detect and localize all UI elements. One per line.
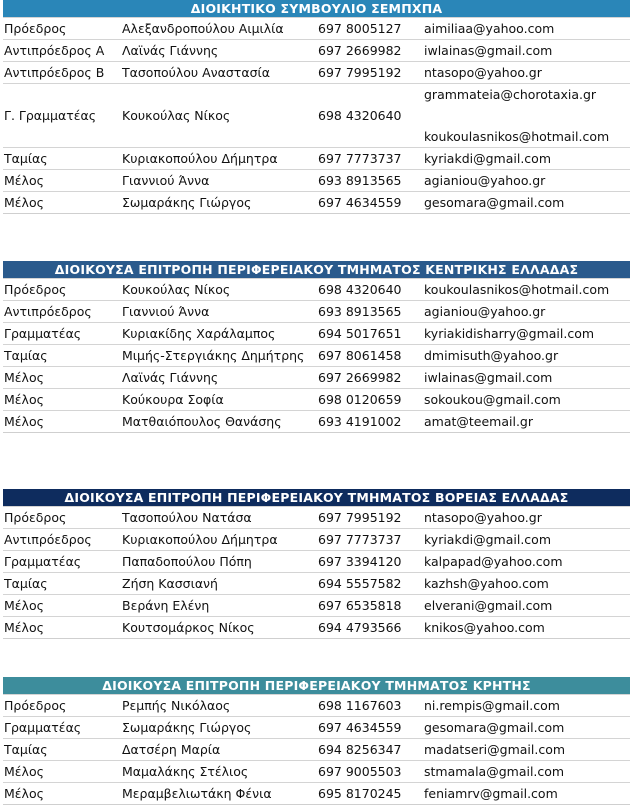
phone-cell: 697 8005127 <box>318 21 402 36</box>
section-title: ΔΙΟΙΚΟΥΣΑ ΕΠΙΤΡΟΠΗ ΠΕΡΙΦΕΡΕΙΑΚΟΥ ΤΜΗΜΑΤΟΣ ΚΡΗΤΗΣ <box>3 677 630 694</box>
email-link[interactable]: elverani@gmail.com <box>424 598 553 613</box>
email-link[interactable]: dmimisuth@yahoo.gr <box>424 348 559 363</box>
email-link[interactable]: koukoulasnikos@hotmail.com <box>424 282 610 297</box>
role-cell: Μέλος <box>4 195 44 210</box>
email-link[interactable]: aimiliaa@yahoo.com <box>424 21 555 36</box>
role-cell: Πρόεδρος <box>4 21 67 36</box>
role-cell: Μέλος <box>4 786 44 801</box>
table-row <box>3 388 630 410</box>
role-cell: Μέλος <box>4 370 44 385</box>
name-cell: Βεράνη Ελένη <box>122 598 210 613</box>
role-cell: Γραμματέας <box>4 326 82 341</box>
table-row <box>3 506 630 528</box>
name-cell: Τασοπούλου Νατάσα <box>122 510 252 525</box>
table-row <box>3 760 630 782</box>
email-link[interactable]: gesomara@gmail.com <box>424 720 565 735</box>
role-cell: Γραμματέας <box>4 720 82 735</box>
table-row <box>3 300 630 322</box>
email-link[interactable]: ntasopo@yahoo.gr <box>424 65 542 80</box>
email-link[interactable]: amat@teemail.gr <box>424 414 534 429</box>
email-link[interactable]: kalpapad@yahoo.com <box>424 554 563 569</box>
email-link[interactable]: gesomara@gmail.com <box>424 195 565 210</box>
email-link[interactable]: feniamrv@gmail.com <box>424 786 558 801</box>
table-row <box>3 344 630 366</box>
name-cell: Μαμαλάκης Στέλιος <box>122 764 249 779</box>
phone-cell: 697 9005503 <box>318 764 402 779</box>
section-title: ΔΙΟΙΚΟΥΣΑ ΕΠΙΤΡΟΠΗ ΠΕΡΙΦΕΡΕΙΑΚΟΥ ΤΜΗΜΑΤΟΣ ΒΟΡΕΙΑΣ ΕΛΛΑΔΑΣ <box>3 489 630 506</box>
email-link[interactable]: agianiou@yahoo.gr <box>424 173 546 188</box>
email-link[interactable]: grammateia@chorotaxia.gr <box>424 87 597 102</box>
phone-cell: 697 4634559 <box>318 720 402 735</box>
email-link[interactable]: agianiou@yahoo.gr <box>424 304 546 319</box>
phone-cell: 697 4634559 <box>318 195 402 210</box>
name-cell: Ματθαιόπουλος Θανάσης <box>122 414 282 429</box>
table-row <box>3 594 630 616</box>
phone-cell: 697 7995192 <box>318 510 402 525</box>
email-link-secondary[interactable]: koukoulasnikos@hotmail.com <box>424 129 610 144</box>
name-cell: Ζήση Κασσιανή <box>122 576 218 591</box>
role-cell: Μέλος <box>4 598 44 613</box>
table-row <box>3 572 630 594</box>
name-cell: Δατσέρη Μαρία <box>122 742 221 757</box>
name-cell: Σωμαράκης Γιώργος <box>122 195 252 210</box>
phone-cell: 697 7773737 <box>318 151 402 166</box>
members-table <box>3 17 630 214</box>
table-row <box>3 528 630 550</box>
name-cell: Σωμαράκης Γιώργος <box>122 720 252 735</box>
table-row <box>3 83 630 147</box>
members-table <box>3 694 630 805</box>
name-cell: Λαϊνάς Γιάννης <box>122 43 219 58</box>
section-central-greece <box>3 261 630 433</box>
email-link[interactable]: iwlainas@gmail.com <box>424 43 553 58</box>
role-cell: Μέλος <box>4 764 44 779</box>
role-cell: Ταμίας <box>4 151 48 166</box>
name-cell: Παπαδοπούλου Πόπη <box>122 554 252 569</box>
name-cell: Κυριακίδης Χαράλαμπος <box>122 326 276 341</box>
email-link[interactable]: knikos@yahoo.com <box>424 620 545 635</box>
table-row <box>3 61 630 83</box>
email-link[interactable]: kyriakdi@gmail.com <box>424 532 551 547</box>
phone-cell: 697 2669982 <box>318 370 402 385</box>
role-cell: Πρόεδρος <box>4 510 67 525</box>
email-cell <box>424 84 630 147</box>
phone-cell: 697 3394120 <box>318 554 402 569</box>
role-cell: Αντιπρόεδρος <box>4 532 92 547</box>
phone-cell: 693 4191002 <box>318 414 402 429</box>
table-row <box>3 694 630 716</box>
role-cell: Πρόεδρος <box>4 282 67 297</box>
role-cell: Αντιπρόεδρος Α <box>4 43 105 58</box>
phone-cell: 693 8913565 <box>318 173 402 188</box>
name-cell: Γιαννιού Άννα <box>122 304 210 319</box>
role-cell: Μέλος <box>4 620 44 635</box>
role-cell: Ταμίας <box>4 348 48 363</box>
role-cell: Γ. Γραμματέας <box>4 108 97 123</box>
table-row <box>3 169 630 191</box>
section-title: ΔΙΟΙΚΗΤΙΚΟ ΣΥΜΒΟΥΛΙΟ ΣΕΜΠΧΠΑ <box>3 0 630 17</box>
table-row <box>3 39 630 61</box>
phone-cell: 698 4320640 <box>318 282 402 297</box>
name-cell: Κουκούλας Νίκος <box>122 282 231 297</box>
name-cell: Λαϊνάς Γιάννης <box>122 370 219 385</box>
members-table <box>3 506 630 639</box>
phone-cell: 697 6535818 <box>318 598 402 613</box>
role-cell: Ταμίας <box>4 576 48 591</box>
name-cell: Ρεμπής Νικόλαος <box>122 698 231 713</box>
email-link[interactable]: kyriakidisharry@gmail.com <box>424 326 595 341</box>
name-cell: Αλεξανδροπούλου Αιμιλία <box>122 21 284 36</box>
name-cell: Μεραμβελιωτάκη Φένια <box>122 786 272 801</box>
table-row <box>3 550 630 572</box>
email-link[interactable]: iwlainas@gmail.com <box>424 370 553 385</box>
section-northern-greece <box>3 489 630 639</box>
phone-cell: 698 1167603 <box>318 698 402 713</box>
name-cell: Γιαννιού Άννα <box>122 173 210 188</box>
table-row <box>3 278 630 300</box>
phone-cell: 697 8061458 <box>318 348 402 363</box>
email-link[interactable]: ntasopo@yahoo.gr <box>424 510 542 525</box>
table-row <box>3 191 630 213</box>
name-cell: Τασοπούλου Αναστασία <box>122 65 270 80</box>
email-link[interactable]: madatseri@gmail.com <box>424 742 566 757</box>
role-cell: Ταμίας <box>4 742 48 757</box>
table-row <box>3 616 630 638</box>
phone-cell: 694 5017651 <box>318 326 402 341</box>
table-row <box>3 716 630 738</box>
table-row <box>3 322 630 344</box>
phone-cell: 697 7773737 <box>318 532 402 547</box>
phone-cell: 693 8913565 <box>318 304 402 319</box>
role-cell: Πρόεδρος <box>4 698 67 713</box>
role-cell: Μέλος <box>4 392 44 407</box>
section-crete <box>3 677 630 805</box>
table-row <box>3 147 630 169</box>
phone-cell: 697 2669982 <box>318 43 402 58</box>
role-cell: Αντιπρόεδρος <box>4 304 92 319</box>
section-board <box>3 0 630 214</box>
phone-cell: 694 5557582 <box>318 576 402 591</box>
name-cell: Κουτσομάρκος Νίκος <box>122 620 255 635</box>
phone-cell: 694 8256347 <box>318 742 402 757</box>
name-cell: Κυριακοπούλου Δήμητρα <box>122 532 278 547</box>
role-cell: Μέλος <box>4 414 44 429</box>
table-row <box>3 782 630 804</box>
phone-cell: 698 4320640 <box>318 108 402 123</box>
name-cell: Κουκούλας Νίκος <box>122 108 231 123</box>
phone-cell: 697 7995192 <box>318 65 402 80</box>
table-row <box>3 738 630 760</box>
name-cell: Κυριακοπούλου Δήμητρα <box>122 151 278 166</box>
table-row <box>3 17 630 39</box>
phone-cell: 694 4793566 <box>318 620 402 635</box>
role-cell: Γραμματέας <box>4 554 82 569</box>
table-row <box>3 366 630 388</box>
email-link[interactable]: ni.rempis@gmail.com <box>424 698 560 713</box>
email-link[interactable]: kazhsh@yahoo.com <box>424 576 549 591</box>
email-link[interactable]: kyriakdi@gmail.com <box>424 151 551 166</box>
name-cell: Κούκουρα Σοφία <box>122 392 224 407</box>
section-title: ΔΙΟΙΚΟΥΣΑ ΕΠΙΤΡΟΠΗ ΠΕΡΙΦΕΡΕΙΑΚΟΥ ΤΜΗΜΑΤΟΣ ΚΕΝΤΡΙΚΗΣ ΕΛΛΑΔΑΣ <box>3 261 630 278</box>
name-cell: Μιμής-Στεργιάκης Δημήτρης <box>122 348 305 363</box>
role-cell: Μέλος <box>4 173 44 188</box>
role-cell: Αντιπρόεδρος Β <box>4 65 105 80</box>
email-link[interactable]: stmamala@gmail.com <box>424 764 565 779</box>
members-table <box>3 278 630 433</box>
phone-cell: 695 8170245 <box>318 786 402 801</box>
table-row <box>3 410 630 432</box>
phone-cell: 698 0120659 <box>318 392 402 407</box>
email-link[interactable]: sokoukou@gmail.com <box>424 392 561 407</box>
